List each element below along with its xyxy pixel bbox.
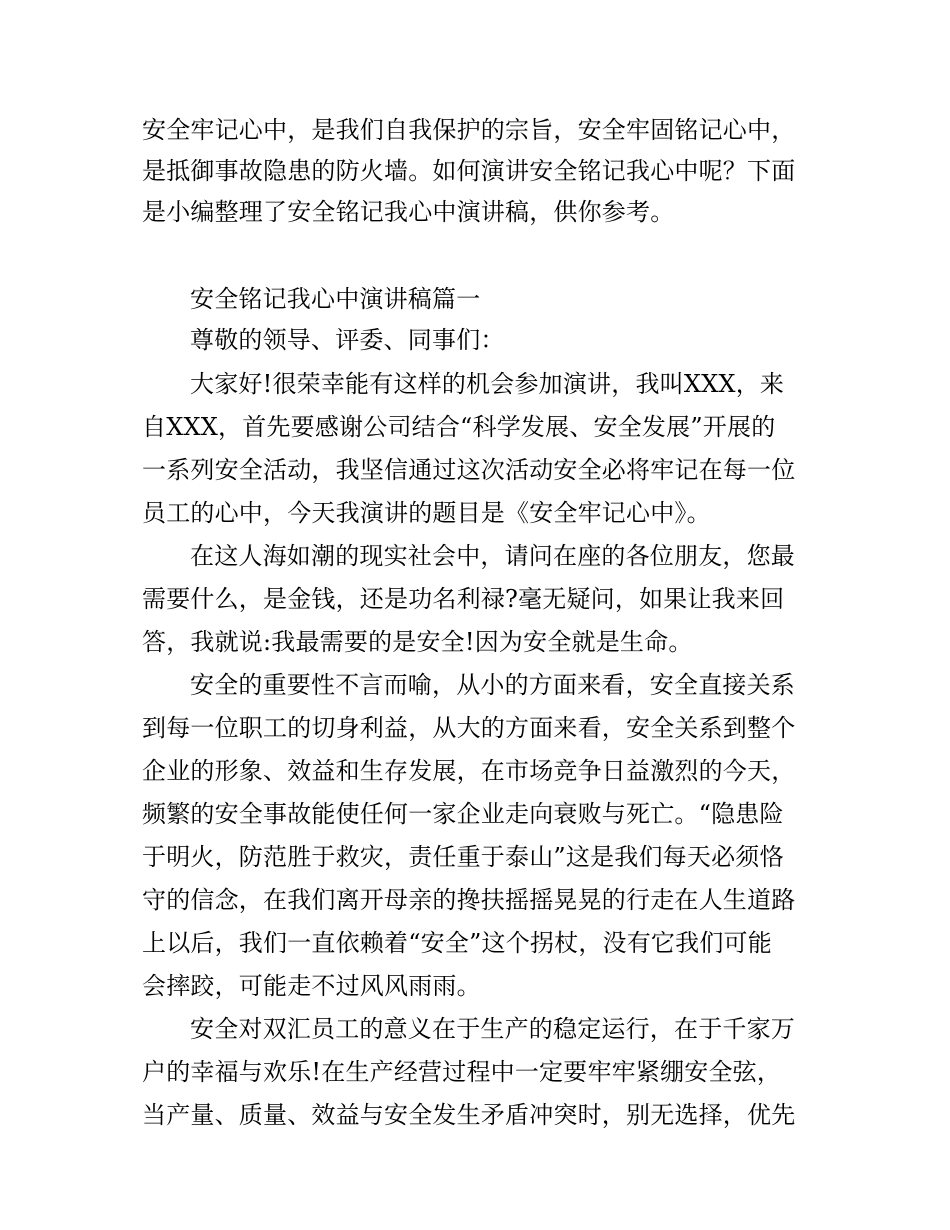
salutation: 尊敬的领导、评委、同事们：	[190, 326, 505, 354]
section-title: 安全铭记我心中演讲稿篇一	[190, 285, 481, 313]
body-line: 需要什么，是金钱，还是功名利禄?毫无疑问，如果让我来回	[142, 585, 785, 613]
body-line: 答，我就说:我最需要的是安全!因为安全就是生命。	[142, 628, 693, 656]
body-line: 上以后，我们一直依赖着“安全”这个拐杖，没有它我们可能	[142, 929, 772, 957]
body-line: 企业的形象、效益和生存发展，在市场竞争日益激烈的今天，	[142, 757, 796, 785]
body-line: 户的幸福与欢乐!在生产经营过程中一定要牢牢紧绷安全弦，	[142, 1058, 782, 1086]
body-line: 大家好!很荣幸能有这样的机会参加演讲，我叫XXX，来	[190, 370, 785, 398]
body-line: 一系列安全活动，我坚信通过这次活动安全必将牢记在每一位	[142, 456, 796, 484]
body-line: 守的信念，在我们离开母亲的搀扶摇摇晃晃的行走在人生道路	[142, 886, 796, 914]
body-line: 频繁的安全事故能使任何一家企业走向衰败与死亡。“隐患险	[142, 800, 784, 828]
body-line: 于明火，防范胜于救灾，责任重于泰山”这是我们每天必须恪	[142, 843, 784, 871]
body-line: 员工的心中，今天我演讲的题目是《安全牢记心中》。	[142, 499, 711, 527]
body-line: 自XXX，首先要感谢公司结合“科学发展、安全发展”开展的	[142, 413, 776, 441]
body-line: 到每一位职工的切身利益，从大的方面来看，安全关系到整个	[142, 714, 796, 742]
intro-line: 安全牢记心中，是我们自我保护的宗旨，安全牢固铭记心中，	[142, 116, 796, 144]
body-line: 安全的重要性不言而喻，从小的方面来看，安全直接关系	[190, 671, 795, 699]
intro-line: 是抵御事故隐患的防火墙。如何演讲安全铭记我心中呢？下面	[142, 157, 796, 185]
body-line: 会摔跤，可能走不过风风雨雨。	[142, 972, 481, 1000]
body-line: 安全对双汇员工的意义在于生产的稳定运行，在于千家万	[190, 1015, 795, 1043]
body-line: 当产量、质量、效益与安全发生矛盾冲突时，别无选择，优先	[142, 1101, 796, 1129]
body-line: 在这人海如潮的现实社会中，请问在座的各位朋友，您最	[190, 542, 795, 570]
intro-line: 是小编整理了安全铭记我心中演讲稿，供你参考。	[142, 198, 675, 226]
